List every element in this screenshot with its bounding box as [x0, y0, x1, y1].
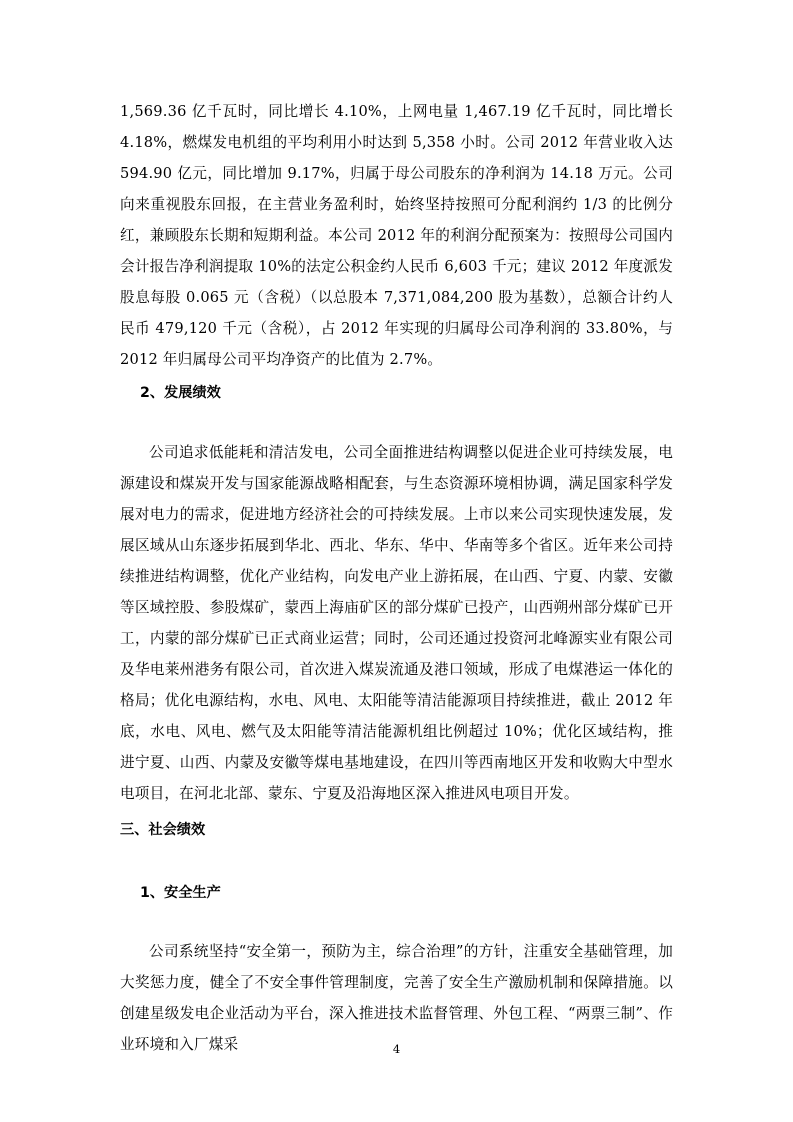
paragraph-financial-results: 1,569.36 亿千瓦时，同比增长 4.10%，上网电量 1,467.19 亿千瓦时，同比增长 4.18%，燃煤发电机组的平均利用小时达到 5,358 小时。公司 2012 年营业收入达 594.90 亿元，同比增加 9.17%，归属于母公司股东的净利润为 14.18 万元。公司向来重视股东回报，在主营业务盈利时，始终坚持按照可分配利润约 1/3 的比例分红，兼顾股东长期和短期利益。本公司 2012 年的利润分配预案为：按照母公司国内会计报告净利润提取 10%的法定公积金约人民币 6,603 千元；建议 2012 年度派发股息每股 0.065 元（含税）（以总股本 7,371,084,200 股为基数），总额合计约人民币 479,120 千元（含税），占 2012 年实现的归属母公司净利润的 33.80%，与 2012 年归属母公司平均净资产的比值为 2.7%。 [120, 103, 673, 368]
paragraph-safe-production: 公司系统坚持“安全第一，预防为主，综合治理”的方针，注重安全基础管理，加大奖惩力度，健全了不安全事件管理制度，完善了安全生产激励机制和保障措施。以创建星级发电企业活动为平台，深入推进技术监督管理、外包工程、“两票三制”、作业环境和入厂煤采 [120, 943, 673, 1053]
heading-safe-production: 1、安全生产 [140, 885, 221, 901]
heading-development-performance: 2、发展绩效 [140, 385, 221, 401]
paragraph-development-performance: 公司追求低能耗和清洁发电，公司全面推进结构调整以促进企业可持续发展，电源建设和煤炭开发与国家能源战略相配套，与生态资源环境相协调，满足国家科学发展对电力的需求，促进地方经济社会的可持续发展。上市以来公司实现快速发展，发展区域从山东逐步拓展到华北、西北、华东、华中、华南等多个省区。近年来公司持续推进结构调整，优化产业结构，向发电产业上游拓展，在山西、宁夏、内蒙、安徽等区域控股、参股煤矿，蒙西上海庙矿区的部分煤矿已投产，山西朔州部分煤矿已开工，内蒙的部分煤矿已正式商业运营；同时，公司还通过投资河北峰源实业有限公司及华电莱州港务有限公司，首次进入煤炭流通及港口领域，形成了电煤港运一体化的格局；优化电源结构，水电、风电、太阳能等清洁能源项目持续推进，截止 2012 年底，水电、风电、燃气及太阳能等清洁能源机组比例超过 10%；优化区域结构，推进宁夏、山西、内蒙及安徽等煤电基地建设，在四川等西南地区开发和收购大中型水电项目，在河北北部、蒙东、宁夏及沿海地区深入推进风电项目开发。 [120, 444, 673, 802]
heading-social-performance: 三、社会绩效 [120, 822, 206, 838]
page-number: 4 [392, 1042, 401, 1056]
